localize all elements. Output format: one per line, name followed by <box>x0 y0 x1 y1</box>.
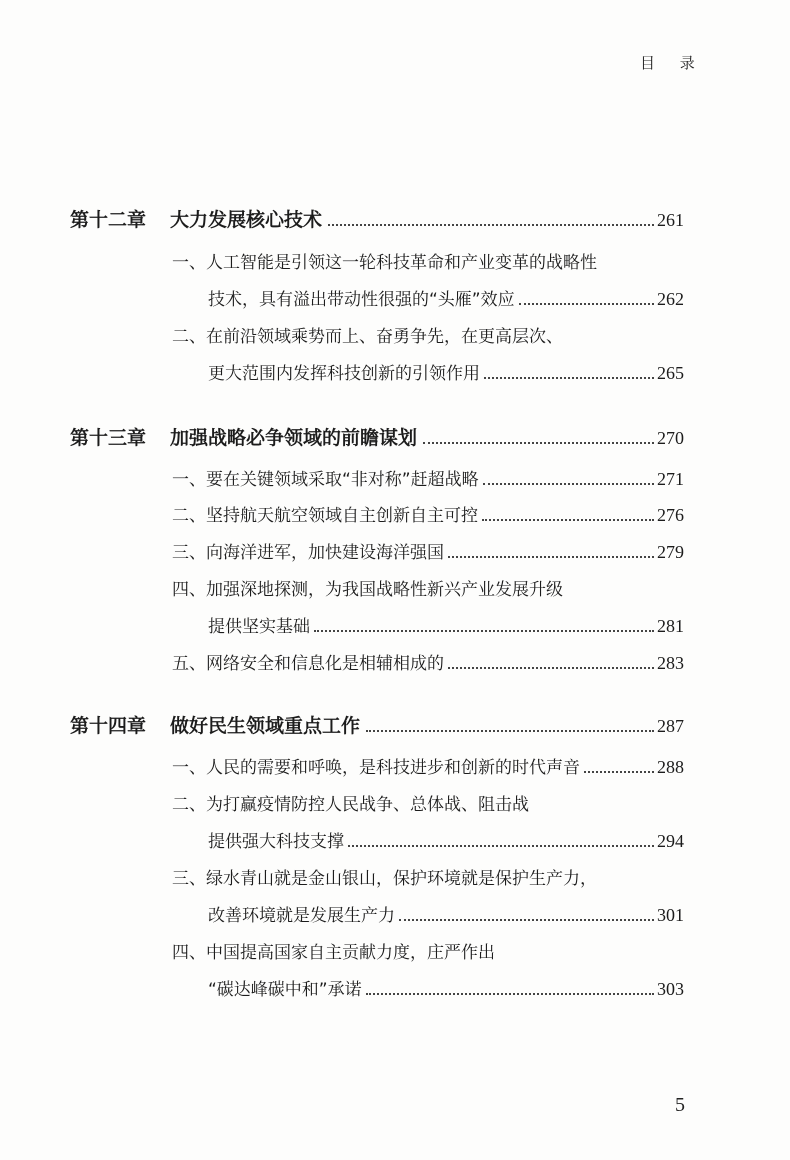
chapter-heading[interactable] <box>70 423 684 450</box>
page-number: 287 <box>657 716 684 736</box>
chapter-title: 做好民生领域重点工作 <box>170 715 361 737</box>
toc-entry[interactable] <box>172 538 684 563</box>
chapter-heading[interactable] <box>70 711 684 738</box>
page-number: 271 <box>657 469 684 489</box>
entry-text: 二、坚持航天航空领域自主创新自主可控 <box>172 506 478 526</box>
toc-entry[interactable] <box>172 864 597 889</box>
chapter-heading[interactable] <box>70 205 684 232</box>
page-number: 270 <box>657 428 684 448</box>
dot-leader <box>399 919 654 921</box>
entry-text: 四、中国提高国家自主贡献力度，庄严作出 <box>172 943 495 963</box>
entry-text: 提供坚实基础 <box>208 617 310 637</box>
page-number: 303 <box>657 979 684 999</box>
toc-entry[interactable] <box>172 501 684 526</box>
page-number: 279 <box>657 542 684 562</box>
dot-leader <box>519 303 654 305</box>
toc-entry[interactable] <box>172 938 495 963</box>
running-head: 目 录 <box>640 54 705 72</box>
dot-leader <box>584 771 654 773</box>
entry-text: 一、人民的需要和呼唤，是科技进步和创新的时代声音 <box>172 758 580 778</box>
chapter-label: 第十四章 <box>70 715 147 737</box>
entry-text: 改善环境就是发展生产力 <box>208 906 395 926</box>
dot-leader <box>328 224 654 226</box>
toc-entry[interactable] <box>172 575 563 600</box>
dot-leader <box>448 556 654 558</box>
folio: 5 <box>675 1094 685 1116</box>
dot-leader <box>448 667 654 669</box>
entry-text: 提供强大科技支撑 <box>208 832 344 852</box>
chapter-title: 大力发展核心技术 <box>170 209 323 231</box>
toc-entry-continuation[interactable] <box>208 359 684 384</box>
entry-text: 五、网络安全和信息化是相辅相成的 <box>172 654 444 674</box>
page-number: 261 <box>657 210 684 230</box>
dot-leader <box>423 442 654 444</box>
page-number: 288 <box>657 757 684 777</box>
toc-entry[interactable] <box>172 248 597 273</box>
page-number: 283 <box>657 653 684 673</box>
dot-leader <box>314 630 654 632</box>
dot-leader <box>348 845 654 847</box>
page-number: 276 <box>657 505 684 525</box>
entry-text: 更大范围内发挥科技创新的引领作用 <box>208 364 480 384</box>
entry-text: 一、人工智能是引领这一轮科技革命和产业变革的战略性 <box>172 253 597 273</box>
entry-text: 四、加强深地探测，为我国战略性新兴产业发展升级 <box>172 580 563 600</box>
toc-entry-continuation[interactable] <box>208 975 684 1000</box>
page-number: 294 <box>657 831 684 851</box>
toc-entry[interactable] <box>172 790 529 815</box>
entry-text: 二、为打赢疫情防控人民战争、总体战、阻击战 <box>172 795 529 815</box>
dot-leader <box>484 377 654 379</box>
dot-leader <box>482 519 654 521</box>
entry-text: “碳达峰碳中和”承诺 <box>208 980 362 1000</box>
toc-entry-continuation[interactable] <box>208 901 684 926</box>
entry-text: 技术，具有溢出带动性很强的“头雁”效应 <box>208 290 515 310</box>
toc-entry-continuation[interactable] <box>208 285 684 310</box>
page-number: 262 <box>657 289 684 309</box>
page-number: 301 <box>657 905 684 925</box>
chapter-title: 加强战略必争领域的前瞻谋划 <box>170 427 418 449</box>
toc-entry-continuation[interactable] <box>208 612 684 637</box>
entry-text: 二、在前沿领域乘势而上、奋勇争先，在更高层次、 <box>172 327 563 347</box>
dot-leader <box>483 483 654 485</box>
dot-leader <box>366 730 654 732</box>
toc-entry-continuation[interactable] <box>208 827 684 852</box>
chapter-label: 第十二章 <box>70 209 147 231</box>
chapter-label: 第十三章 <box>70 427 147 449</box>
entry-text: 一、要在关键领域采取“非对称”赶超战略 <box>172 470 479 490</box>
entry-text: 三、绿水青山就是金山银山，保护环境就是保护生产力， <box>172 869 597 889</box>
entry-text: 三、向海洋进军，加快建设海洋强国 <box>172 543 444 563</box>
toc-entry[interactable] <box>172 465 684 490</box>
toc-entry[interactable] <box>172 322 563 347</box>
toc-entry[interactable] <box>172 753 684 778</box>
dot-leader <box>366 993 654 995</box>
toc-entry[interactable] <box>172 649 684 674</box>
page-number: 281 <box>657 616 684 636</box>
page-number: 265 <box>657 363 684 383</box>
